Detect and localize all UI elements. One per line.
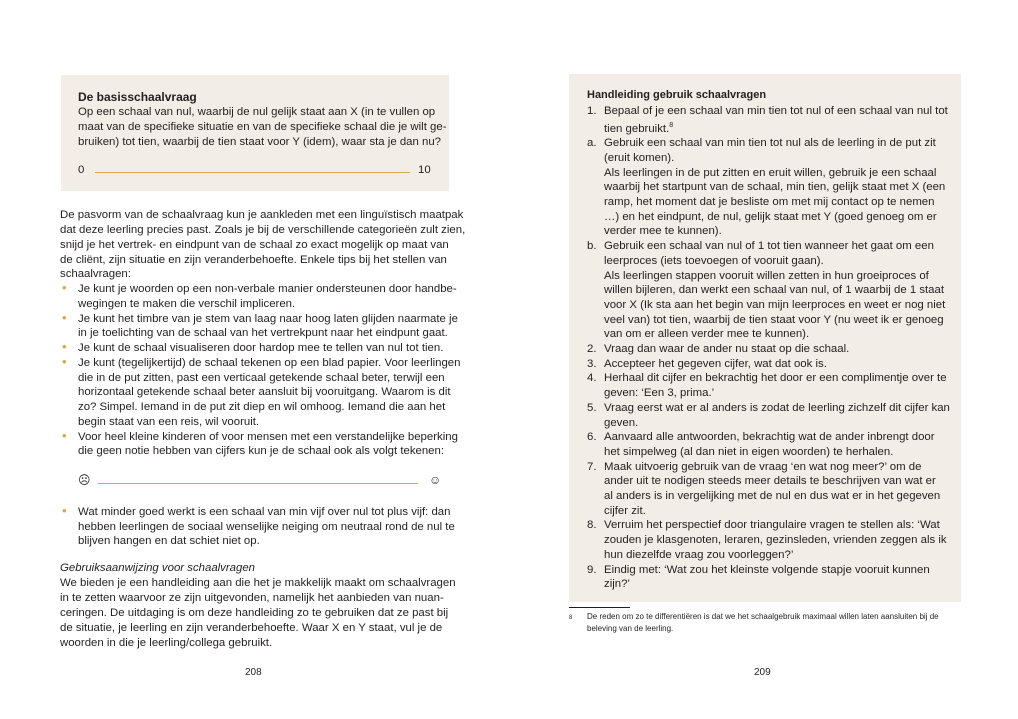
item-line — [604, 119, 952, 137]
page-number: 208 — [245, 667, 262, 678]
item-line — [604, 283, 952, 298]
item-marker: 9. — [587, 563, 597, 576]
bullet-6-line-3: blijven hangen en dat schiet niet op. — [78, 535, 260, 547]
item-line — [604, 445, 952, 460]
item-line-text: waarbij het startpunt van de schaal, min tien, gelijk staat met X (een — [604, 181, 946, 194]
manual-item — [587, 460, 952, 519]
item-line — [604, 180, 952, 195]
bullet-2-line-2: in je toelichting van de schaal van het vertrekpunt naar het eindpunt gaat. — [78, 327, 448, 339]
box-title: De basisschaalvraag — [78, 90, 197, 104]
footnote-rule — [569, 607, 630, 608]
item-line-text: Bepaal of je een schaal van min tien tot nul of een schaal van nul tot — [604, 105, 948, 117]
box-line-3: bruiken) tot tien, waarbij de tien staat voor Y (idem), waar sta je dan nu? — [78, 136, 442, 148]
box-line-2: maat van de specifieke situatie en van de specifieke schaal die je wilt ge- — [78, 121, 447, 133]
manual-item — [587, 563, 952, 592]
bullet-dot: • — [62, 310, 67, 325]
manual-item — [587, 430, 952, 459]
item-line — [604, 210, 952, 225]
closing-line-1: We bieden je een handleiding aan die het je makkelijk maakt om schaalvragen — [60, 577, 456, 589]
footnote-ref: 8 — [669, 121, 674, 129]
manual-title: Handleiding gebruik schaalvragen — [587, 89, 767, 101]
bullet-1-line-1: Je kunt je woorden op een non-verbale manier ondersteunen door handbe- — [78, 283, 457, 295]
item-line-text: hun diezelfde vraag zou voorleggen?’ — [604, 548, 794, 561]
manual-item — [587, 104, 952, 136]
item-line-text: Maak uitvoerig gebruik van de vraag ‘en wat nog meer?’ om de — [604, 460, 922, 473]
item-line — [604, 504, 952, 519]
item-line — [604, 269, 952, 284]
item-marker: 4. — [587, 372, 597, 385]
item-line-text: willen bijleren, dan werkt een schaal van nul, of 1 waarbij de 1 staat — [604, 284, 945, 297]
item-line-text: (eruit komen). — [604, 151, 675, 164]
item-line-text: Gebruik een schaal van nul of 1 tot tien wanneer het gaat om een — [604, 240, 934, 253]
bullet-6-line-2: hebben leerlingen de sociaal wenselijke neiging om neutraal rond de nul te — [78, 521, 455, 533]
item-line — [604, 386, 952, 401]
item-line-text: al anders is in vergelijking met de nul en dus wat er in het gegeven — [604, 490, 941, 503]
intro-line-4: de cliënt, zijn situatie en zijn veranderbehoefte. Enkele tips bij het stellen van — [60, 254, 447, 266]
item-line — [604, 533, 952, 548]
footnote-line-1: De reden om zo te differentiëren is dat we het schaalgebruik maximaal willen laten aansluiten bij de — [587, 612, 939, 621]
item-line — [604, 577, 952, 592]
item-line-text: van om er alleen verder mee te kunnen). — [604, 328, 810, 341]
item-line-text: Verruim het perspectief door triangulaire vragen te stellen als: ‘Wat — [604, 519, 940, 532]
manual-item — [587, 401, 952, 430]
closing-line-4: de situatie, je leerling en zijn veranderbehoefte. Waar X en Y staat, vul je de — [60, 622, 443, 634]
intro-line-1: De pasvorm van de schaalvraag kun je aankleden met een linguïstisch maatpak — [60, 209, 464, 221]
box-line-1: Op een schaal van nul, waarbij de nul gelijk staat aan X (in te vullen op — [78, 106, 436, 118]
item-line-text: ander uit te nodigen steeds meer details te beschrijven van wat er — [604, 475, 936, 488]
item-line — [604, 548, 952, 563]
item-line — [604, 357, 952, 372]
manual-item — [587, 136, 952, 239]
item-line-text: Als leerlingen in de put zitten en eruit willen, gebruik je een schaal — [604, 166, 937, 179]
item-line-text: voor X (Ik sta aan het begin van mijn leerproces en weet er nog niet — [604, 298, 946, 311]
item-marker: 5. — [587, 401, 597, 414]
item-line — [604, 474, 952, 489]
bullet-dot: • — [62, 428, 67, 443]
item-line-text: Eindig met: ‘Wat zou het kleinste volgende stapje vooruit kunnen — [604, 563, 930, 576]
item-line-text: leerproces (iets toevoegen of vooruit gaan). — [604, 254, 824, 267]
item-line — [604, 430, 952, 445]
scale-line — [95, 172, 410, 173]
item-line-text: Vraag eerst wat er al anders is zodat de leerling zichzelf dit cijfer kan — [604, 401, 950, 414]
item-line-text: zijn?’ — [604, 578, 630, 591]
item-line — [604, 416, 952, 431]
item-line — [604, 460, 952, 475]
item-marker: 2. — [587, 343, 597, 356]
manual-item — [587, 357, 952, 372]
bullet-dot: • — [62, 354, 67, 369]
item-line — [604, 371, 952, 386]
item-marker: a. — [587, 137, 597, 150]
item-line — [604, 313, 952, 328]
bullet-dot: • — [62, 339, 67, 354]
item-line-text: veel van) tot tien, waarbij de tien staat voor Y (nu weet ik er genoeg — [604, 313, 944, 326]
bullet-dot: • — [62, 280, 67, 295]
item-line-text: ramp, het moment dat je besliste om met mij contact op te nemen — [604, 196, 935, 209]
right-page — [509, 0, 1018, 719]
bullet-4-line-3: horizontaal getekende schaal beter aansluit bij vooruitgang. Waarom is dit — [78, 386, 451, 398]
item-line-text: cijfer zit. — [604, 504, 646, 517]
item-marker: 7. — [587, 460, 597, 473]
bullet-5-line-1: Voor heel kleine kinderen of voor mensen met een verstandelijke beperking — [78, 431, 458, 443]
item-line-text: Aanvaard alle antwoorden, bekrachtig wat de ander inbrengt door — [604, 431, 935, 444]
item-line — [604, 104, 952, 119]
smiley-scale-line — [98, 483, 418, 484]
bullet-3-line-1: Je kunt de schaal visualiseren door hardop mee te tellen van nul tot tien. — [78, 342, 444, 354]
subheading: Gebruiksaanwijzing voor schaalvragen — [60, 562, 256, 574]
footnote-marker: 8 — [569, 615, 573, 621]
footnote-line-2: beleving van de leerling. — [587, 624, 674, 633]
item-line — [604, 224, 952, 239]
item-line — [604, 195, 952, 210]
page-number: 209 — [754, 667, 771, 678]
item-line — [604, 136, 952, 151]
item-line-text: het simpelweg (al dan niet in eigen woorden) te herhalen. — [604, 445, 894, 458]
item-line-text: Herhaal dit cijfer en bekrachtig het door er een complimentje over te — [604, 372, 947, 385]
bullet-4-line-2: die in de put zitten, past een verticaal getekende schaal beter, terwijl een — [78, 372, 445, 384]
intro-line-5: schaalvragen: — [60, 268, 131, 280]
item-line — [604, 563, 952, 578]
intro-line-3: snijd je het vertrek- en eindpunt van de schaal zo exact mogelijk op maat van — [60, 239, 449, 251]
item-line — [604, 401, 952, 416]
scale-start-label: 0 — [78, 164, 85, 176]
bullet-1-line-2: wegingen te maken die verschil impliceren. — [78, 298, 296, 310]
item-line — [604, 342, 952, 357]
item-line-text: Accepteer het gegeven cijfer, wat dat ook is. — [604, 357, 827, 370]
item-marker: b. — [587, 240, 597, 253]
bullet-4-line-5: begin staat van een reis, wil vooruit. — [78, 416, 260, 428]
item-marker: 1. — [587, 105, 597, 117]
bullet-4-line-1: Je kunt (tegelijkertijd) de schaal tekenen op een blad papier. Voor leerlingen — [78, 357, 461, 369]
item-line — [604, 151, 952, 166]
item-line — [604, 518, 952, 533]
closing-line-2: in te zetten waarvoor ze zijn uitgevonden, namelijk het aanbieden van nuan- — [60, 592, 444, 604]
happy-face-icon: ☺ — [429, 473, 442, 487]
item-line-text: geven: ‘Een 3, prima.’ — [604, 387, 715, 400]
manual-item — [587, 518, 952, 562]
item-marker: 6. — [587, 431, 597, 444]
item-line — [604, 239, 952, 254]
item-line-text: Als leerlingen stappen vooruit willen zetten in hun groeiproces of — [604, 269, 929, 282]
item-line — [604, 254, 952, 269]
item-line-text: tien gebruikt. — [604, 122, 670, 135]
manual-list — [587, 104, 952, 592]
item-line — [604, 166, 952, 181]
scale-end-label: 10 — [418, 164, 431, 176]
item-line-text: zouden je klasgenoten, leraren, gezinsleden, vrienden zeggen als ik — [604, 534, 947, 547]
manual-item — [587, 342, 952, 357]
manual-item — [587, 371, 952, 400]
bullet-2-line-1: Je kunt het timbre van je stem van laag naar hoog laten glijden naarmate je — [78, 313, 458, 325]
item-line-text: …) en het eindpunt, de nul, gelijk staat met Y (goed genoeg om er — [604, 210, 937, 223]
item-marker: 3. — [587, 357, 597, 370]
manual-item — [587, 239, 952, 342]
item-line — [604, 489, 952, 504]
item-line-text: Gebruik een schaal van min tien tot nul als de leerling in de put zit — [604, 137, 936, 150]
item-line — [604, 298, 952, 313]
item-marker: 8. — [587, 519, 597, 532]
sad-face-icon: ☹ — [78, 473, 91, 487]
closing-line-5: woorden in die je leerling/collega gebruikt. — [60, 637, 273, 649]
bullet-dot: • — [62, 503, 67, 518]
item-line-text: Vraag dan waar de ander nu staat op die schaal. — [604, 343, 850, 356]
bullet-4-line-4: zo? Simpel. Iemand in de put zit diep en wil omhoog. Iemand die aan het — [78, 401, 446, 413]
bullet-6-line-1: Wat minder goed werkt is een schaal van min vijf over nul tot plus vijf: dan — [78, 506, 451, 518]
item-line-text: verder mee te kunnen). — [604, 225, 722, 238]
item-line-text: geven. — [604, 416, 639, 429]
closing-line-3: ceringen. De uitdaging is om deze handleiding zo te gebruiken dat ze past bij — [60, 607, 449, 619]
bullet-5-line-2: die geen notie hebben van cijfers kun je de schaal ook als volgt tekenen: — [78, 445, 445, 457]
item-line — [604, 327, 952, 342]
intro-line-2: dat deze leerling precies past. Zoals je bij de verschillende categorieën zult zien, — [60, 224, 466, 236]
